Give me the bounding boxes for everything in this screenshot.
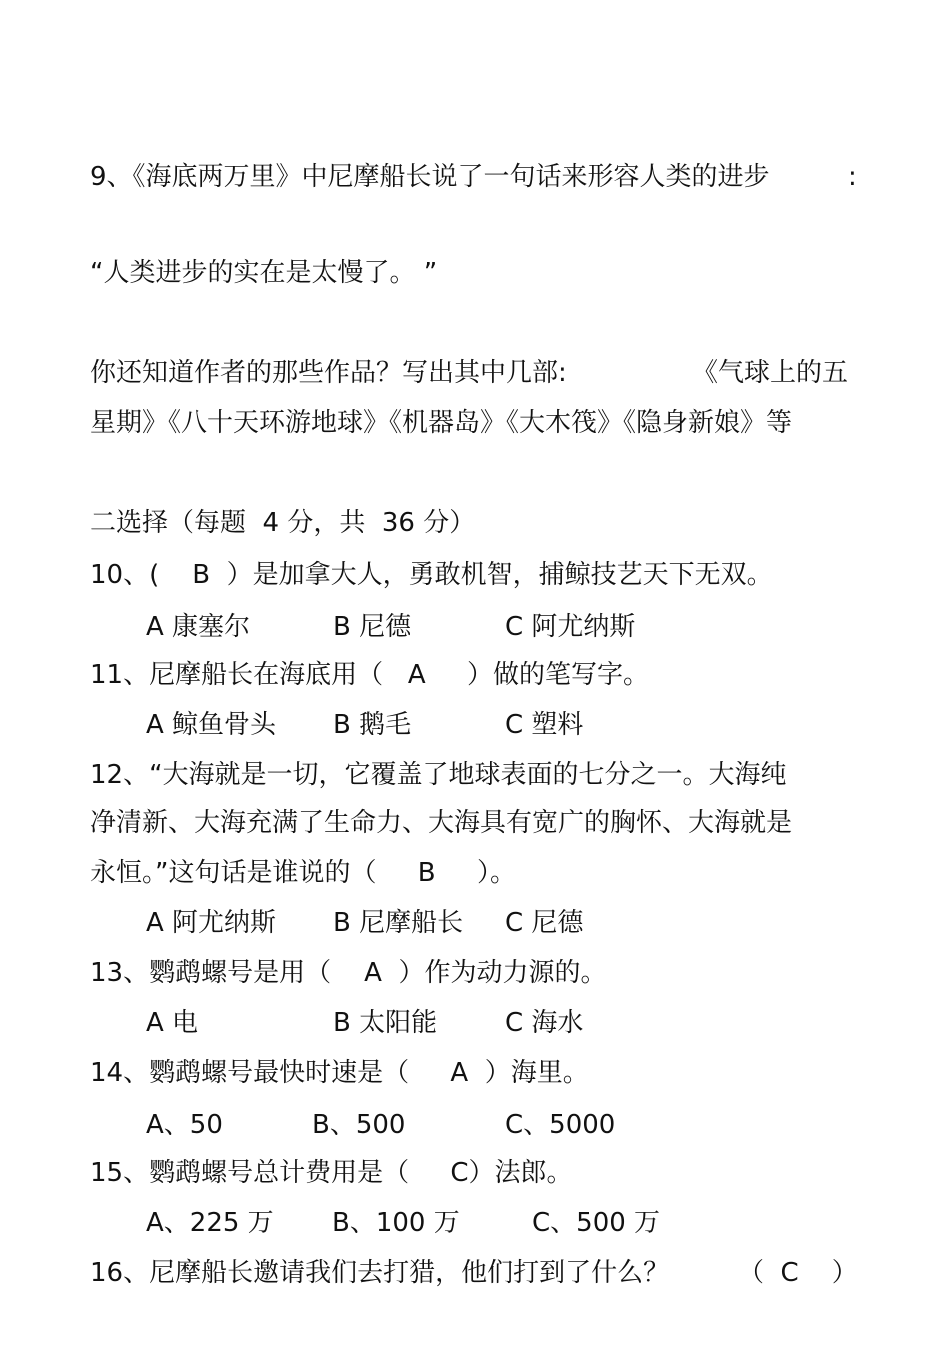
q9-colon: : — [848, 162, 857, 192]
question-11-stem: 11、尼摩船长在海底用（ A ）做的笔写字。 — [90, 660, 649, 690]
question-15-option-a: A、225 万 — [146, 1208, 274, 1238]
question-15-option-b: B、100 万 — [332, 1208, 460, 1238]
q9-line-2: “人类进步的实在是太慢了。 ” — [90, 258, 438, 288]
question-12-option-a: A 阿尤纳斯 — [146, 908, 277, 938]
question-16-answer: （ C ） — [738, 1258, 858, 1288]
question-12-stem-line-2: 净清新、大海充满了生命力、大海具有宽广的胸怀、大海就是 — [90, 808, 793, 838]
question-12-stem-line-3: 永恒。”这句话是谁说的（ B ）。 — [90, 858, 516, 888]
question-14-option-b: B、500 — [312, 1110, 406, 1140]
question-12-option-c: C 尼德 — [505, 908, 584, 938]
question-14-option-c: C、5000 — [505, 1110, 616, 1140]
question-13-option-c: C 海水 — [505, 1008, 584, 1038]
question-10-stem: 10、( B ）是加拿大人，勇敢机智，捕鲸技艺天下无双。 — [90, 560, 773, 590]
question-10-option-a: A 康塞尔 — [146, 612, 251, 642]
question-12-option-b: B 尼摩船长 — [333, 908, 464, 938]
q9-line-4: 星期》《八十天环游地球》《机器岛》《大木筏》《隐身新娘》等 — [90, 408, 793, 438]
question-11-option-a: A 鲸鱼骨头 — [146, 710, 277, 740]
question-10-option-c: C 阿尤纳斯 — [505, 612, 636, 642]
question-16-stem: 16、尼摩船长邀请我们去打猎，他们打到了什么？ — [90, 1258, 670, 1288]
question-13-stem: 13、鹦鹉螺号是用（ A ）作为动力源的。 — [90, 958, 607, 988]
question-11-option-c: C 塑料 — [505, 710, 584, 740]
question-12-stem-line-1: 12、“大海就是一切，它覆盖了地球表面的七分之一。大海纯 — [90, 760, 787, 790]
question-14-stem: 14、鹦鹉螺号最快时速是（ A ）海里。 — [90, 1058, 589, 1088]
q9-line-3a: 你还知道作者的那些作品？写出其中几部: — [90, 358, 567, 388]
question-15-stem: 15、鹦鹉螺号总计费用是（ C）法郎。 — [90, 1158, 573, 1188]
question-10-option-b: B 尼德 — [333, 612, 412, 642]
q9-line-3b: 《气球上的五 — [692, 358, 849, 388]
question-11-option-b: B 鹅毛 — [333, 710, 412, 740]
question-13-option-b: B 太阳能 — [333, 1008, 438, 1038]
q9-line-1: 9、《海底两万里》中尼摩船长说了一句话来形容人类的进步 — [90, 162, 770, 192]
question-14-option-a: A、50 — [146, 1110, 223, 1140]
section-title: 二选择（每题 4 分，共 36 分） — [90, 508, 476, 538]
question-13-option-a: A 电 — [146, 1008, 199, 1038]
question-15-option-c: C、500 万 — [532, 1208, 661, 1238]
